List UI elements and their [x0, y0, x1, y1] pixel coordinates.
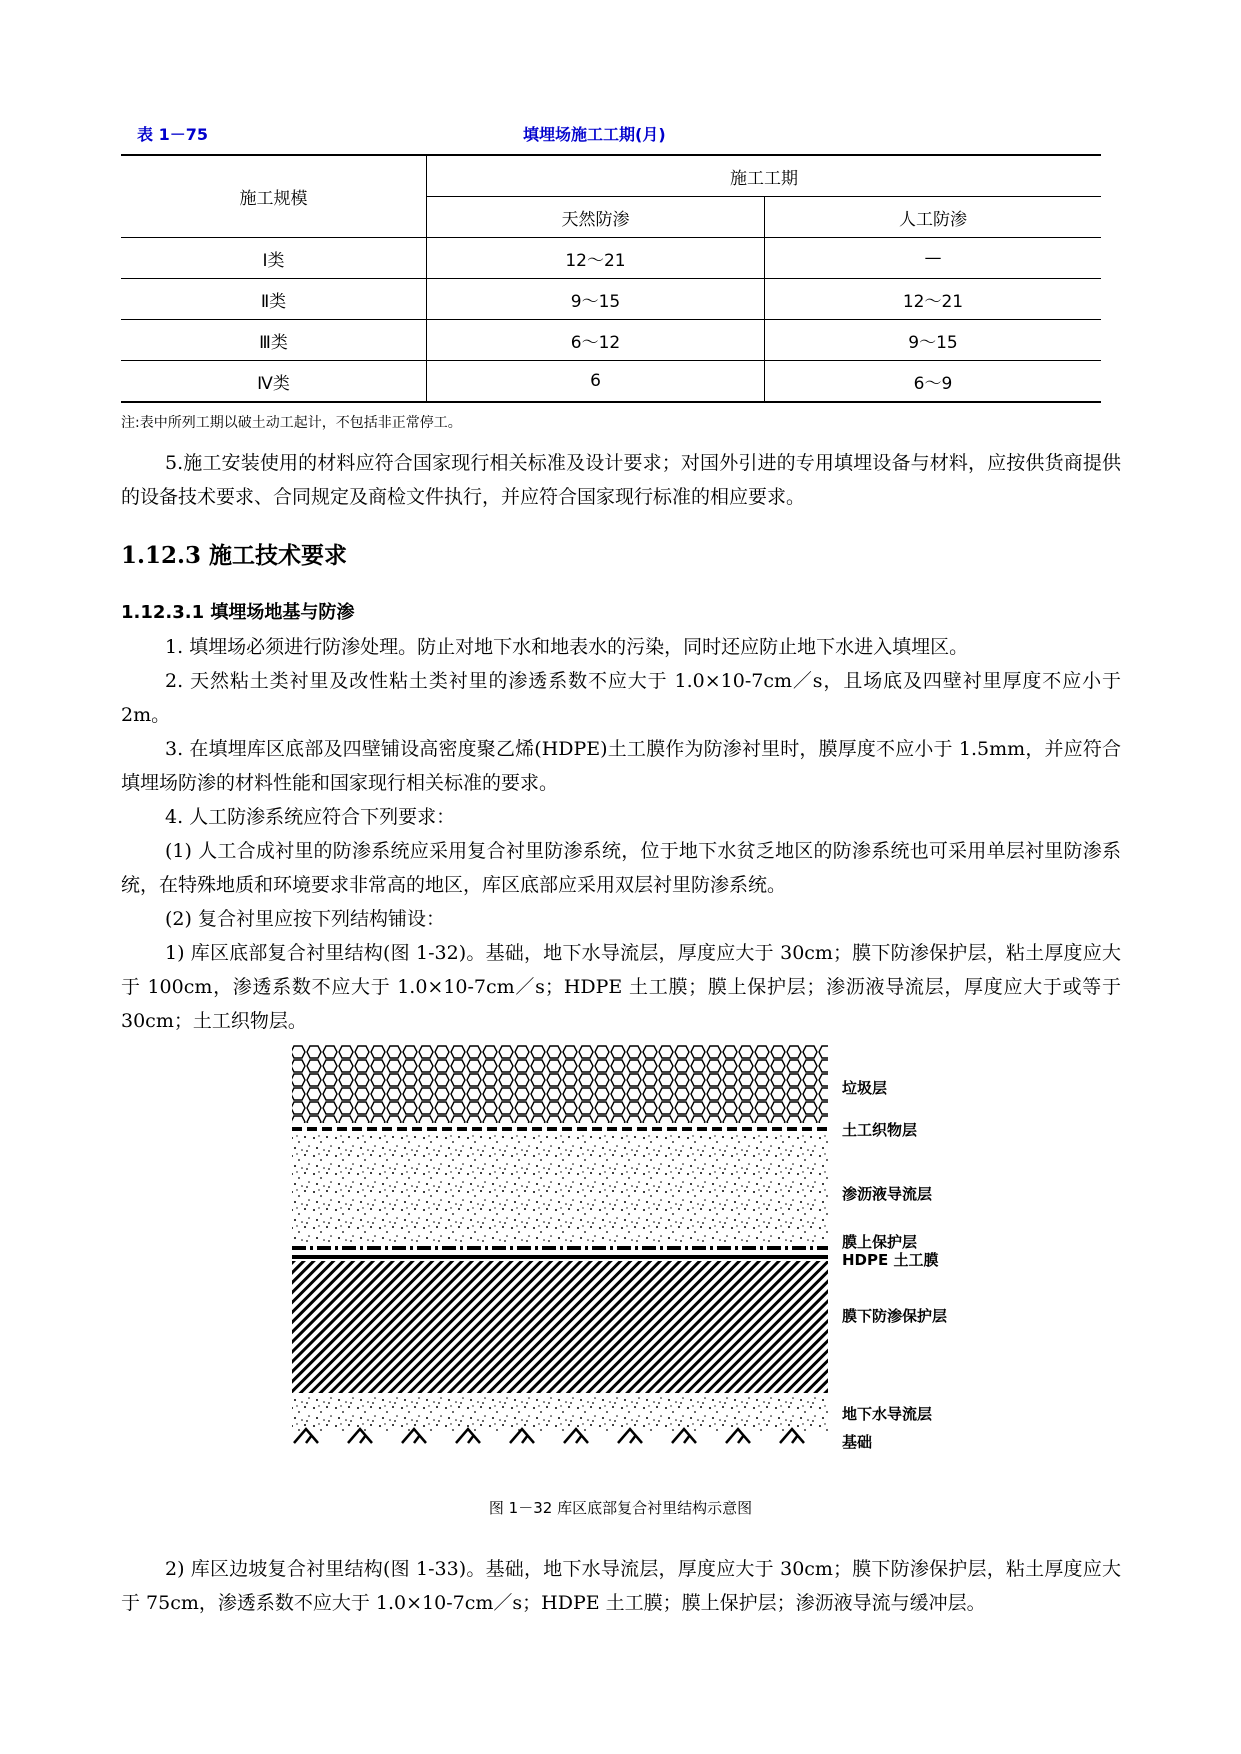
figure-caption: 图 1－32 库区底部复合衬里结构示意图: [488, 1499, 753, 1517]
sub-item-2: (2) 复合衬里应按下列结构铺设：: [165, 908, 445, 930]
cell-scale: Ⅰ类: [121, 238, 427, 279]
paragraph-5: 5.施工安装使用的材料应符合国家现行相关标准及设计要求；对国外引进的专用填埋设备与材料，应按供货商提供的设备技术要求、合同规定及商检文件执行，并应符合国家现行标准的相应要求。: [121, 452, 1121, 508]
label-base: 基础: [842, 1433, 873, 1451]
sub-item-2-2: 2) 库区边坡复合衬里结构(图 1-33)。基础，地下水导流层，厚度应大于 30cm；膜下防渗保护层，粘土厚度应大于 75cm，渗透系数不应大于 1.0×10-7cm／s；HDPE 土工膜；膜上保护层；渗沥液导流与缓冲层。: [121, 1558, 1121, 1614]
item-2: 2. 天然粘土类衬里及改性粘土类衬里的渗透系数不应大于 1.0×10-7cm／s，且场底及四壁衬里厚度不应小于 2m。: [121, 670, 1121, 726]
anti-seepage-layer: [292, 1261, 828, 1393]
label-hdpe: HDPE 土工膜: [842, 1251, 939, 1269]
section-heading: 1.12.3 施工技术要求: [121, 542, 348, 569]
label-membrane-protect: 膜上保护层: [842, 1233, 918, 1251]
table-row: [121, 279, 1101, 320]
table-row: [121, 361, 1101, 403]
label-leachate: 渗沥液导流层: [842, 1185, 933, 1203]
table-header-row: [121, 155, 1101, 197]
header-artificial: 人工防渗: [765, 197, 1102, 238]
cell-scale: Ⅳ类: [121, 361, 427, 403]
label-groundwater: 地下水导流层: [842, 1405, 933, 1423]
groundwater-layer: [292, 1397, 828, 1433]
cell-natural: 6: [427, 361, 765, 403]
item-3: 3. 在填埋库区底部及四壁铺设高密度聚乙烯(HDPE)土工膜作为防渗衬里时，膜厚度不应小于 1.5mm，并应符合填埋场防渗的材料性能和国家现行相关标准的要求。: [121, 738, 1121, 794]
table-caption: [121, 122, 1101, 148]
label-garbage: 垃圾层: [842, 1079, 888, 1097]
sub-item-2-1: 1) 库区底部复合衬里结构(图 1-32)。基础，地下水导流层，厚度应大于 30cm；膜下防渗保护层，粘土厚度应大于 100cm，渗透系数不应大于 1.0×10-7cm／s；HDPE 土工膜；膜上保护层；渗沥液导流层，厚度应大于或等于 30cm；土工织物层。: [121, 942, 1121, 1032]
cell-artificial: —: [765, 238, 1102, 279]
table-row: [121, 238, 1101, 279]
label-anti-seepage: 膜下防渗保护层: [842, 1307, 948, 1325]
cell-artificial: 6～9: [765, 361, 1102, 403]
header-period: 施工工期: [427, 155, 1102, 197]
header-natural: 天然防渗: [427, 197, 765, 238]
header-scale: 施工规模: [121, 155, 427, 238]
cell-natural: 12～21: [427, 238, 765, 279]
sub-item-1: (1) 人工合成衬里的防渗系统应采用复合衬里防渗系统，位于地下水贫乏地区的防渗系统也可采用单层衬里防渗系统，在特殊地质和环境要求非常高的地区，库区底部应采用双层衬里防渗系统。: [121, 840, 1121, 896]
table-title: 填埋场施工工期(月): [523, 125, 666, 144]
subsection-heading: 1.12.3.1 填埋场地基与防渗: [121, 602, 355, 623]
liner-structure-figure: [290, 1045, 1010, 1451]
cell-natural: 9～15: [427, 279, 765, 320]
cell-scale: Ⅱ类: [121, 279, 427, 320]
table-note: 注:表中所列工期以破土动工起计，不包括非正常停工。: [121, 415, 462, 431]
table-number: 表 1－75: [137, 125, 208, 144]
construction-period-table: [121, 154, 1101, 403]
cell-artificial: 12～21: [765, 279, 1102, 320]
cell-scale: Ⅲ类: [121, 320, 427, 361]
cell-natural: 6～12: [427, 320, 765, 361]
cell-artificial: 9～15: [765, 320, 1102, 361]
garbage-layer: [292, 1045, 828, 1123]
item-1: 1. 填埋场必须进行防渗处理。防止对地下水和地表水的污染，同时还应防止地下水进入填埋区。: [165, 636, 969, 658]
leachate-layer: [292, 1135, 828, 1243]
item-4: 4. 人工防渗系统应符合下列要求：: [165, 806, 456, 828]
label-geotextile: 土工织物层: [842, 1121, 918, 1139]
table-row: [121, 320, 1101, 361]
